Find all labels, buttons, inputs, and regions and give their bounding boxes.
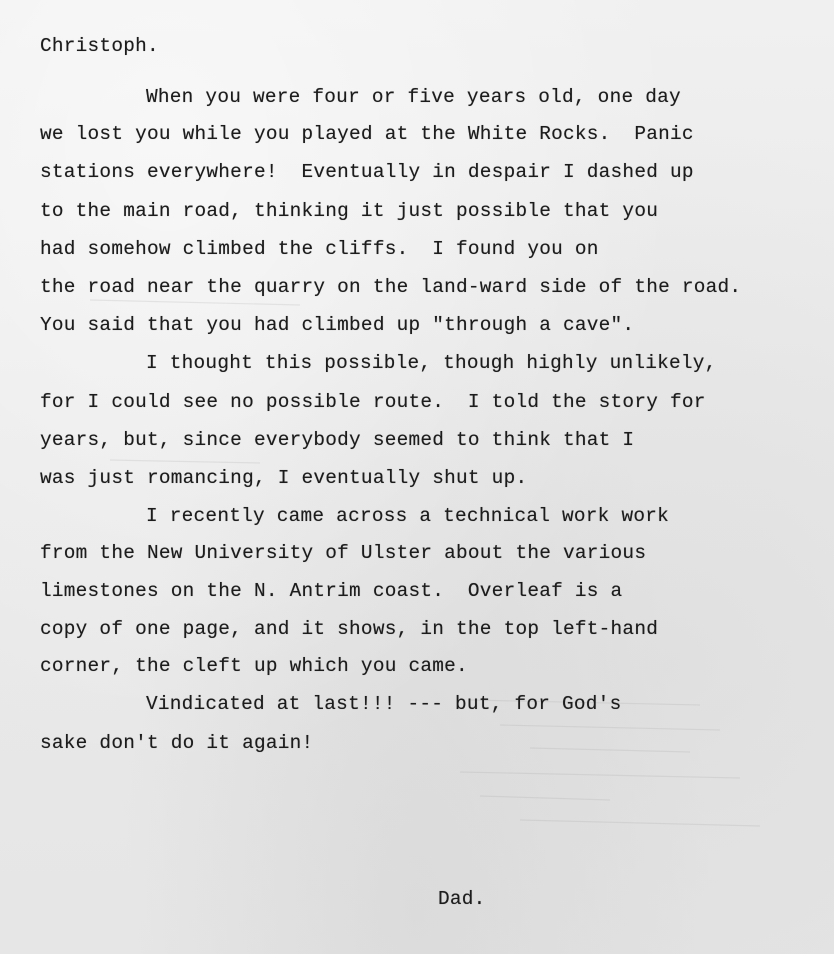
letter-salutation: Christoph. [40,35,159,57]
letter-line-8: I thought this possible, though highly unlikely, [146,352,717,374]
letter-signature: Dad. [438,888,486,910]
letter-line-2: we lost you while you played at the White Rocks. Panic [40,123,694,145]
letter-line-9: for I could see no possible route. I told the story for [40,391,706,413]
letter-line-3: stations everywhere! Eventually in despair I dashed up [40,161,694,183]
letter-line-4: to the main road, thinking it just possible that you [40,200,659,222]
letter-line-6: the road near the quarry on the land-ward side of the road. [40,276,742,298]
letter-line-7: You said that you had climbed up "through a cave". [40,314,635,336]
letter-line-18: sake don't do it again! [40,732,314,754]
letter-line-16: corner, the cleft up which you came. [40,655,468,677]
letter-line-5: had somehow climbed the cliffs. I found you on [40,238,599,260]
letter-line-14: limestones on the N. Antrim coast. Overleaf is a [40,580,623,602]
letter-line-15: copy of one page, and it shows, in the top left-hand [40,618,659,640]
letter-line-17: Vindicated at last!!! --- but, for God's [146,693,622,715]
letter-line-13: from the New University of Ulster about the various [40,542,647,564]
letter-line-10: years, but, since everybody seemed to think that I [40,429,635,451]
letter-line-11: was just romancing, I eventually shut up. [40,467,528,489]
letter-line-12: I recently came across a technical work work [146,505,669,527]
letter-line-1: When you were four or five years old, one day [146,86,681,108]
